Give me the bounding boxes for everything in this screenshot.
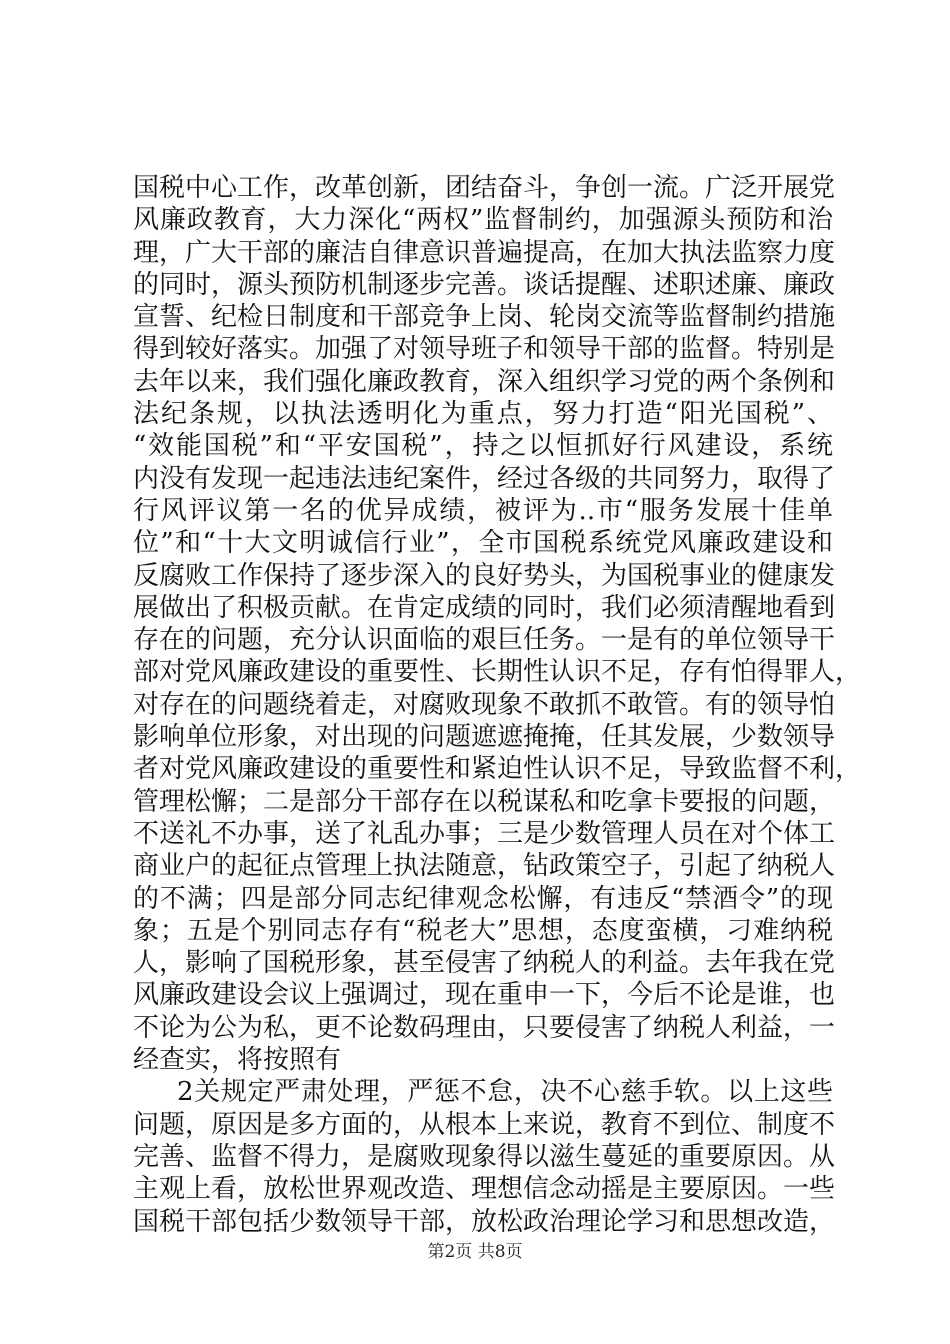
text-line-9: “效能国税”和“平安国税”，持之以恒抓好行风建设，系统 [133,431,833,462]
text-line-3: 理，广大干部的廉洁自律意识普遍提高，在加大执法监察力度 [133,237,836,268]
text-line-31: 完善、监督不得力，是腐败现象得以滋生蔓延的重要原因。从 [133,1141,836,1172]
text-line-23: 的不满；四是部分同志纪律观念松懈，有违反“禁酒令”的现 [133,883,833,914]
text-line-5: 宣誓、纪检日制度和干部竞争上岗、轮岗交流等监督制约措施 [133,302,836,333]
text-line-17: 对存在的问题绕着走，对腐败现象不敢抓不敢管。有的领导怕 [133,689,836,720]
text-line-32: 主观上看，放松世界观改造、理想信念动摇是主要原因。一些 [133,1174,836,1205]
text-line-33: 国税干部包括少数领导干部，放松政治理论学习和思想改造， [133,1206,836,1237]
text-line-2: 风廉政教育，大力深化“两权”监督制约，加强源头预防和治 [133,205,833,236]
text-line-11: 行风评议第一名的优异成绩，被评为..市“服务发展十佳单 [133,495,833,526]
text-line-7: 去年以来，我们强化廉政教育，深入组织学习党的两个条例和 [133,366,836,397]
text-line-27: 不论为公为私，更不论数码理由，只要侵害了纳税人利益，一 [133,1012,836,1043]
text-line-8: 法纪条规，以执法透明化为重点，努力打造“阳光国税”、 [133,399,833,430]
text-line-6: 得到较好落实。加强了对领导班子和领导干部的监督。特别是 [133,334,836,365]
text-line-25: 人，影响了国税形象，甚至侵害了纳税人的利益。去年我在党 [133,948,836,979]
text-line-18: 影响单位形象，对出现的问题遮遮掩掩，任其发展，少数领导 [133,722,836,753]
text-line-30: 问题，原因是多方面的，从根本上来说，教育不到位、制度不 [133,1109,836,1140]
page-number-footer: 第2页 共8页 [427,1242,523,1262]
text-line-28: 经查实，将按照有 [133,1045,342,1076]
text-line-10: 内没有发现一起违法违纪案件，经过各级的共同努力，取得了 [133,463,836,494]
text-line-29: 2关规定严肃处理，严惩不怠，决不心慈手软。以上这些 [177,1077,833,1108]
text-line-26: 风廉政建设会议上强调过，现在重申一下，今后不论是谁，也 [133,980,836,1011]
text-line-16: 部对党风廉政建设的重要性、长期性认识不足，存有怕得罪人， [133,657,862,688]
text-line-19: 者对党风廉政建设的重要性和紧迫性认识不足，导致监督不利， [133,754,862,785]
document-body [133,172,862,1238]
text-line-15: 存在的问题，充分认识面临的艰巨任务。一是有的单位领导干 [133,625,836,656]
text-line-13: 反腐败工作保持了逐步深入的良好势头，为国税事业的健康发 [133,560,836,591]
text-line-1: 国税中心工作，改革创新，团结奋斗，争创一流。广泛开展党 [133,173,836,203]
text-line-20: 管理松懈；二是部分干部存在以税谋私和吃拿卡要报的问题， [133,786,836,817]
text-line-22: 商业户的起征点管理上执法随意，钻政策空子，引起了纳税人 [133,851,836,882]
text-line-14: 展做出了积极贡献。在肯定成绩的同时，我们必须清醒地看到 [133,592,836,623]
text-line-12: 位”和“十大文明诚信行业”，全市国税系统党风廉政建设和 [133,528,833,559]
text-line-21: 不送礼不办事，送了礼乱办事；三是少数管理人员在对个体工 [133,818,836,849]
text-line-24: 象；五是个别同志存有“税老大”思想，态度蛮横，刁难纳税 [133,915,833,946]
text-line-4: 的同时，源头预防机制逐步完善。谈话提醒、述职述廉、廉政 [133,269,836,300]
